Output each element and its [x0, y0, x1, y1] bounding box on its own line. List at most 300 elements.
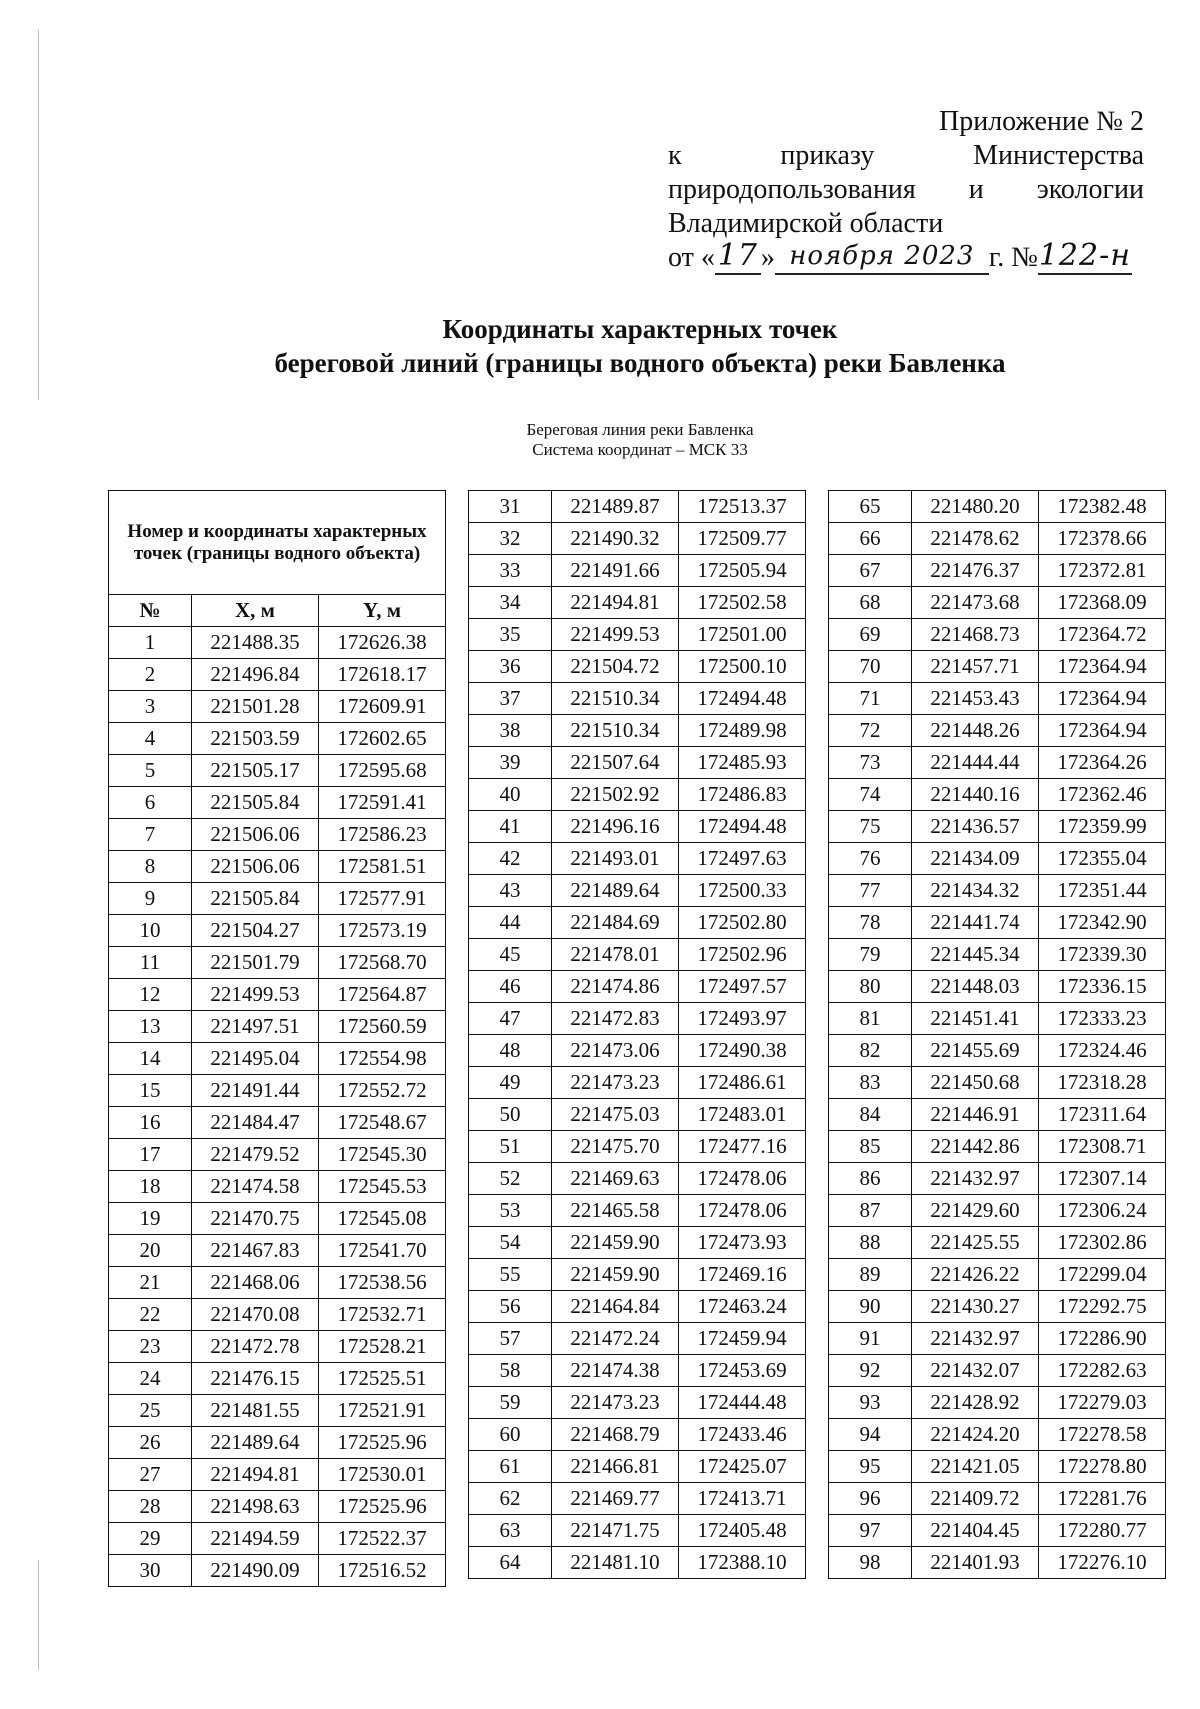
coord-x: 221409.72 — [912, 1483, 1039, 1515]
table-row — [109, 1299, 446, 1331]
coord-y: 172502.96 — [679, 939, 806, 971]
coord-x: 221480.20 — [912, 491, 1039, 523]
table-row — [469, 1195, 806, 1227]
coord-y: 172538.56 — [319, 1267, 446, 1299]
coord-y: 172521.91 — [319, 1395, 446, 1427]
point-number: 15 — [109, 1075, 192, 1107]
coord-y: 172500.33 — [679, 875, 806, 907]
table-row — [109, 1203, 446, 1235]
point-number: 76 — [829, 843, 912, 875]
table-row — [829, 1419, 1166, 1451]
table-row — [469, 683, 806, 715]
coord-y: 172500.10 — [679, 651, 806, 683]
point-number: 56 — [469, 1291, 552, 1323]
coord-y: 172494.48 — [679, 683, 806, 715]
coord-x: 221428.92 — [912, 1387, 1039, 1419]
coord-x: 221429.60 — [912, 1195, 1039, 1227]
coord-x: 221481.55 — [192, 1395, 319, 1427]
coord-x: 221494.81 — [192, 1459, 319, 1491]
coord-x: 221481.10 — [552, 1547, 679, 1579]
coord-x: 221404.45 — [912, 1515, 1039, 1547]
point-number: 34 — [469, 587, 552, 619]
table-row — [469, 1259, 806, 1291]
point-number: 72 — [829, 715, 912, 747]
col-header-num: № — [109, 595, 192, 627]
coord-x: 221493.01 — [552, 843, 679, 875]
point-number: 28 — [109, 1491, 192, 1523]
coord-y: 172532.71 — [319, 1299, 446, 1331]
table-row — [109, 1267, 446, 1299]
point-number: 89 — [829, 1259, 912, 1291]
table-row — [469, 651, 806, 683]
table-row — [469, 1163, 806, 1195]
table-row — [829, 587, 1166, 619]
date-month-year-handwritten: ноября 2023 — [775, 241, 989, 275]
coord-x: 221448.26 — [912, 715, 1039, 747]
table-row — [829, 1003, 1166, 1035]
coord-y: 172278.58 — [1039, 1419, 1166, 1451]
coord-y: 172494.48 — [679, 811, 806, 843]
appendix-word-ecology: экологии — [1036, 174, 1144, 205]
table-row — [109, 1235, 446, 1267]
coord-y: 172486.61 — [679, 1067, 806, 1099]
coord-x: 221468.06 — [192, 1267, 319, 1299]
point-number: 23 — [109, 1331, 192, 1363]
coord-x: 221445.34 — [912, 939, 1039, 971]
point-number: 61 — [469, 1451, 552, 1483]
table-row — [109, 1171, 446, 1203]
coord-y: 172388.10 — [679, 1547, 806, 1579]
point-number: 8 — [109, 851, 192, 883]
coord-x: 221455.69 — [912, 1035, 1039, 1067]
point-number: 50 — [469, 1099, 552, 1131]
point-number: 53 — [469, 1195, 552, 1227]
coord-y: 172362.46 — [1039, 779, 1166, 811]
coord-x: 221494.81 — [552, 587, 679, 619]
coord-x: 221472.24 — [552, 1323, 679, 1355]
table-row — [109, 1459, 446, 1491]
point-number: 21 — [109, 1267, 192, 1299]
point-number: 3 — [109, 691, 192, 723]
coord-x: 221497.51 — [192, 1011, 319, 1043]
point-number: 90 — [829, 1291, 912, 1323]
coord-x: 221448.03 — [912, 971, 1039, 1003]
coord-y: 172425.07 — [679, 1451, 806, 1483]
appendix-header — [668, 105, 1144, 275]
coord-x: 221432.97 — [912, 1163, 1039, 1195]
coord-y: 172528.21 — [319, 1331, 446, 1363]
coord-x: 221494.59 — [192, 1523, 319, 1555]
coord-x: 221484.69 — [552, 907, 679, 939]
table-row — [469, 491, 806, 523]
point-number: 74 — [829, 779, 912, 811]
table-row — [109, 979, 446, 1011]
point-number: 86 — [829, 1163, 912, 1195]
table-row — [829, 491, 1166, 523]
table-row — [469, 523, 806, 555]
point-number: 98 — [829, 1547, 912, 1579]
coord-y: 172282.63 — [1039, 1355, 1166, 1387]
coord-y: 172405.48 — [679, 1515, 806, 1547]
point-number: 84 — [829, 1099, 912, 1131]
point-number: 4 — [109, 723, 192, 755]
table-row — [109, 851, 446, 883]
point-number: 75 — [829, 811, 912, 843]
coord-y: 172413.71 — [679, 1483, 806, 1515]
point-number: 6 — [109, 787, 192, 819]
appendix-word-ministry: Министерства — [973, 140, 1144, 171]
coord-y: 172501.00 — [679, 619, 806, 651]
coord-x: 221478.62 — [912, 523, 1039, 555]
table-row — [109, 1427, 446, 1459]
coord-y: 172433.46 — [679, 1419, 806, 1451]
coord-x: 221471.75 — [552, 1515, 679, 1547]
coord-x: 221432.97 — [912, 1323, 1039, 1355]
point-number: 17 — [109, 1139, 192, 1171]
coord-y: 172490.38 — [679, 1035, 806, 1067]
coord-y: 172311.64 — [1039, 1099, 1166, 1131]
coord-y: 172591.41 — [319, 787, 446, 819]
coord-x: 221473.06 — [552, 1035, 679, 1067]
point-number: 70 — [829, 651, 912, 683]
point-number: 2 — [109, 659, 192, 691]
coord-x: 221491.66 — [552, 555, 679, 587]
coord-y: 172497.57 — [679, 971, 806, 1003]
title-line-1: Координаты характерных точек — [442, 314, 838, 344]
coord-x: 221470.75 — [192, 1203, 319, 1235]
coord-x: 221440.16 — [912, 779, 1039, 811]
point-number: 41 — [469, 811, 552, 843]
coord-x: 221474.86 — [552, 971, 679, 1003]
coord-x: 221425.55 — [912, 1227, 1039, 1259]
coord-y: 172545.08 — [319, 1203, 446, 1235]
point-number: 73 — [829, 747, 912, 779]
coord-y: 172626.38 — [319, 627, 446, 659]
coord-x: 221506.06 — [192, 819, 319, 851]
point-number: 16 — [109, 1107, 192, 1139]
coord-x: 221505.84 — [192, 883, 319, 915]
coord-y: 172278.80 — [1039, 1451, 1166, 1483]
table-row — [109, 1075, 446, 1107]
coord-y: 172336.15 — [1039, 971, 1166, 1003]
point-number: 54 — [469, 1227, 552, 1259]
coord-y: 172372.81 — [1039, 555, 1166, 587]
table-row — [829, 971, 1166, 1003]
coord-x: 221469.63 — [552, 1163, 679, 1195]
table-row — [109, 1107, 446, 1139]
point-number: 10 — [109, 915, 192, 947]
table-row — [829, 1323, 1166, 1355]
coord-y: 172355.04 — [1039, 843, 1166, 875]
coord-x: 221489.64 — [552, 875, 679, 907]
document-subtitle — [0, 420, 1200, 460]
table-row — [469, 1323, 806, 1355]
appendix-line-2 — [668, 139, 1144, 173]
coord-x: 221401.93 — [912, 1547, 1039, 1579]
point-number: 88 — [829, 1227, 912, 1259]
table-row — [469, 1227, 806, 1259]
point-number: 55 — [469, 1259, 552, 1291]
table-row — [109, 723, 446, 755]
coord-y: 172513.37 — [679, 491, 806, 523]
coord-x: 221474.38 — [552, 1355, 679, 1387]
coords-table-2-body — [469, 491, 806, 1579]
table-row — [469, 1035, 806, 1067]
coord-x: 221430.27 — [912, 1291, 1039, 1323]
coord-x: 221472.78 — [192, 1331, 319, 1363]
coord-y: 172382.48 — [1039, 491, 1166, 523]
table-row — [829, 1131, 1166, 1163]
appendix-number: Приложение № 2 — [939, 106, 1144, 137]
point-number: 59 — [469, 1387, 552, 1419]
table-row — [109, 691, 446, 723]
coord-y: 172618.17 — [319, 659, 446, 691]
table-row — [109, 1523, 446, 1555]
point-number: 92 — [829, 1355, 912, 1387]
coord-x: 221475.70 — [552, 1131, 679, 1163]
table-row — [829, 1547, 1166, 1579]
coord-x: 221473.23 — [552, 1067, 679, 1099]
coord-x: 221432.07 — [912, 1355, 1039, 1387]
col-header-x: X, м — [192, 595, 319, 627]
coord-y: 172302.86 — [1039, 1227, 1166, 1259]
coord-x: 221505.84 — [192, 787, 319, 819]
table-row — [469, 747, 806, 779]
point-number: 14 — [109, 1043, 192, 1075]
table-row — [109, 1395, 446, 1427]
coord-y: 172525.96 — [319, 1491, 446, 1523]
coord-y: 172522.37 — [319, 1523, 446, 1555]
table-row — [829, 1515, 1166, 1547]
coord-y: 172281.76 — [1039, 1483, 1166, 1515]
coord-x: 221503.59 — [192, 723, 319, 755]
coord-y: 172486.83 — [679, 779, 806, 811]
table-row — [109, 1043, 446, 1075]
coord-y: 172564.87 — [319, 979, 446, 1011]
coord-x: 221490.09 — [192, 1555, 319, 1587]
point-number: 37 — [469, 683, 552, 715]
table-row — [469, 555, 806, 587]
appendix-region: Владимирской области — [668, 208, 944, 239]
coord-x: 221444.44 — [912, 747, 1039, 779]
point-number: 36 — [469, 651, 552, 683]
point-number: 47 — [469, 1003, 552, 1035]
coord-x: 221506.06 — [192, 851, 319, 883]
date-quote-close: » — [760, 242, 775, 273]
table-row — [469, 1419, 806, 1451]
table-row — [829, 1099, 1166, 1131]
coord-x: 221451.41 — [912, 1003, 1039, 1035]
coord-y: 172324.46 — [1039, 1035, 1166, 1067]
coord-y: 172497.63 — [679, 843, 806, 875]
coord-y: 172477.16 — [679, 1131, 806, 1163]
scan-edge-line-lower — [38, 1560, 39, 1670]
table-row — [829, 1355, 1166, 1387]
coord-x: 221467.83 — [192, 1235, 319, 1267]
appendix-line-3 — [668, 173, 1144, 207]
table-row — [829, 1067, 1166, 1099]
point-number: 85 — [829, 1131, 912, 1163]
table-row — [109, 1011, 446, 1043]
table-row — [829, 843, 1166, 875]
coord-x: 221421.05 — [912, 1451, 1039, 1483]
point-number: 30 — [109, 1555, 192, 1587]
coord-x: 221424.20 — [912, 1419, 1039, 1451]
date-suffix-number: г. № — [988, 242, 1038, 273]
coord-y: 172595.68 — [319, 755, 446, 787]
table-row — [829, 683, 1166, 715]
table-row — [829, 747, 1166, 779]
coord-y: 172548.67 — [319, 1107, 446, 1139]
table-row — [469, 875, 806, 907]
coord-y: 172581.51 — [319, 851, 446, 883]
point-number: 60 — [469, 1419, 552, 1451]
point-number: 45 — [469, 939, 552, 971]
table-row — [829, 715, 1166, 747]
table-row — [469, 715, 806, 747]
coord-x: 221446.91 — [912, 1099, 1039, 1131]
coord-y: 172339.30 — [1039, 939, 1166, 971]
point-number: 66 — [829, 523, 912, 555]
table-row — [469, 1099, 806, 1131]
point-number: 96 — [829, 1483, 912, 1515]
coord-x: 221505.17 — [192, 755, 319, 787]
table-row — [829, 555, 1166, 587]
coord-y: 172364.94 — [1039, 683, 1166, 715]
point-number: 32 — [469, 523, 552, 555]
coord-y: 172280.77 — [1039, 1515, 1166, 1547]
point-number: 68 — [829, 587, 912, 619]
coord-y: 172333.23 — [1039, 1003, 1166, 1035]
coord-y: 172478.06 — [679, 1163, 806, 1195]
table-row — [469, 587, 806, 619]
coord-x: 221504.27 — [192, 915, 319, 947]
coord-y: 172459.94 — [679, 1323, 806, 1355]
point-number: 46 — [469, 971, 552, 1003]
coord-x: 221457.71 — [912, 651, 1039, 683]
table-row — [469, 779, 806, 811]
table-row — [829, 1227, 1166, 1259]
coord-y: 172308.71 — [1039, 1131, 1166, 1163]
coords-table-3-body — [829, 491, 1166, 1579]
coord-y: 172545.53 — [319, 1171, 446, 1203]
table-row — [829, 875, 1166, 907]
coord-x: 221501.28 — [192, 691, 319, 723]
table-row — [829, 1163, 1166, 1195]
point-number: 91 — [829, 1323, 912, 1355]
coord-x: 221476.15 — [192, 1363, 319, 1395]
coord-x: 221474.58 — [192, 1171, 319, 1203]
coord-y: 172545.30 — [319, 1139, 446, 1171]
point-number: 44 — [469, 907, 552, 939]
coord-x: 221504.72 — [552, 651, 679, 683]
coord-y: 172493.97 — [679, 1003, 806, 1035]
table-row — [829, 779, 1166, 811]
point-number: 64 — [469, 1547, 552, 1579]
table-row — [469, 1451, 806, 1483]
coords-table-3 — [828, 490, 1166, 1579]
coord-y: 172286.90 — [1039, 1323, 1166, 1355]
coord-x: 221453.43 — [912, 683, 1039, 715]
point-number: 87 — [829, 1195, 912, 1227]
coord-y: 172378.66 — [1039, 523, 1166, 555]
coord-y: 172609.91 — [319, 691, 446, 723]
coord-x: 221498.63 — [192, 1491, 319, 1523]
coord-x: 221489.87 — [552, 491, 679, 523]
point-number: 81 — [829, 1003, 912, 1035]
table-row — [469, 939, 806, 971]
coord-x: 221459.90 — [552, 1259, 679, 1291]
point-number: 65 — [829, 491, 912, 523]
order-number-handwritten: 122-н — [1038, 238, 1131, 273]
point-number: 22 — [109, 1299, 192, 1331]
coord-x: 221510.34 — [552, 683, 679, 715]
point-number: 7 — [109, 819, 192, 851]
table-row — [829, 1035, 1166, 1067]
coord-y: 172364.94 — [1039, 651, 1166, 683]
coord-x: 221489.64 — [192, 1427, 319, 1459]
coord-y: 172364.94 — [1039, 715, 1166, 747]
coords-table-1-body — [109, 627, 446, 1587]
point-number: 94 — [829, 1419, 912, 1451]
coord-y: 172485.93 — [679, 747, 806, 779]
point-number: 5 — [109, 755, 192, 787]
point-number: 42 — [469, 843, 552, 875]
point-number: 26 — [109, 1427, 192, 1459]
table-row — [469, 1483, 806, 1515]
point-number: 67 — [829, 555, 912, 587]
coord-y: 172602.65 — [319, 723, 446, 755]
coord-x: 221442.86 — [912, 1131, 1039, 1163]
coord-x: 221490.32 — [552, 523, 679, 555]
table-row — [109, 1555, 446, 1587]
table-row — [829, 1483, 1166, 1515]
coord-y: 172359.99 — [1039, 811, 1166, 843]
coord-x: 221475.03 — [552, 1099, 679, 1131]
coord-y: 172473.93 — [679, 1227, 806, 1259]
coord-y: 172586.23 — [319, 819, 446, 851]
date-day-handwritten: 17 — [715, 241, 761, 275]
coord-y: 172279.03 — [1039, 1387, 1166, 1419]
coord-y: 172541.70 — [319, 1235, 446, 1267]
coord-y: 172292.75 — [1039, 1291, 1166, 1323]
coord-y: 172502.58 — [679, 587, 806, 619]
coord-y: 172525.96 — [319, 1427, 446, 1459]
table-row — [469, 843, 806, 875]
table-row — [469, 1547, 806, 1579]
coord-x: 221464.84 — [552, 1291, 679, 1323]
table-row — [109, 947, 446, 979]
coord-x: 221426.22 — [912, 1259, 1039, 1291]
point-number: 52 — [469, 1163, 552, 1195]
table-row — [469, 619, 806, 651]
point-number: 13 — [109, 1011, 192, 1043]
table-row — [469, 1131, 806, 1163]
point-number: 82 — [829, 1035, 912, 1067]
coord-x: 221488.35 — [192, 627, 319, 659]
coord-x: 221495.04 — [192, 1043, 319, 1075]
table-row — [469, 907, 806, 939]
table-row — [109, 819, 446, 851]
subtitle-line-1: Береговая линия реки Бавленка — [526, 420, 754, 439]
coord-x: 221450.68 — [912, 1067, 1039, 1099]
coord-y: 172469.16 — [679, 1259, 806, 1291]
coord-x: 221478.01 — [552, 939, 679, 971]
coord-x: 221499.53 — [552, 619, 679, 651]
coord-y: 172489.98 — [679, 715, 806, 747]
coord-x: 221434.32 — [912, 875, 1039, 907]
table-row — [469, 1067, 806, 1099]
